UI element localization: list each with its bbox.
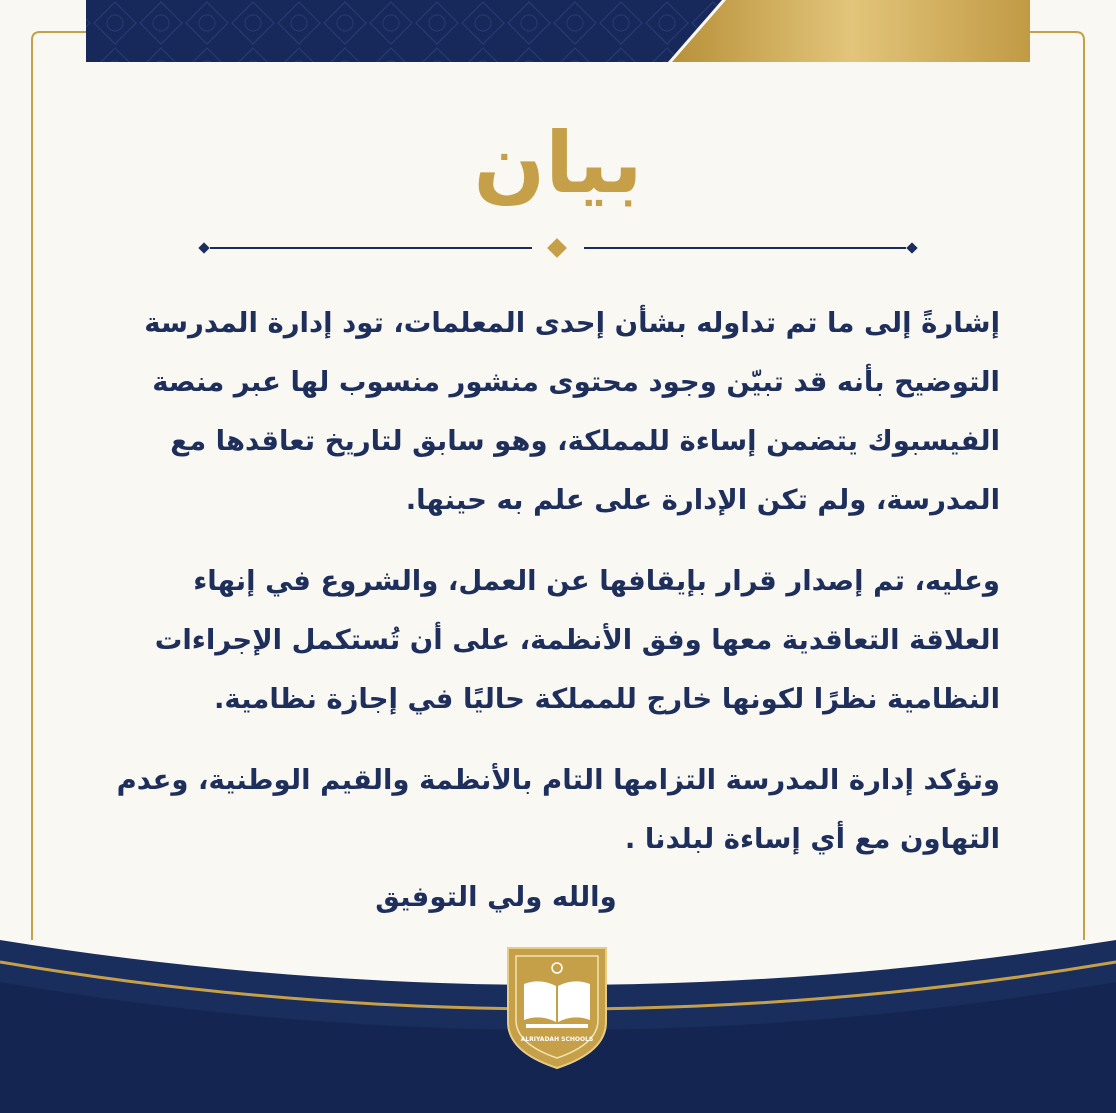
paragraph-3: وتؤكد إدارة المدرسة التزامها التام بالأنظمة والقيم الوطنية، وعدم التهاون مع أي إساءة لبلدنا . [116,764,1000,855]
title-divider [196,236,920,260]
statement-body [110,294,1000,891]
school-logo [504,944,610,1072]
paragraph-2: وعليه، تم إصدار قرار بإيقافها عن العمل، والشروع في إنهاء العلاقة التعاقدية معها وفق الأنظمة، على أن تُستكمل الإجراءات النظامية نظرًا لكونها خارج للمملكة حاليًا في إجازة نظامية. [154,565,1000,715]
paragraph-1: إشارةً إلى ما تم تداوله بشأن إحدى المعلمات، تود إدارة المدرسة التوضيح بأنه قد تبيّن وجود محتوى منشور منسوب لها عبر منصة الفيسبوك يتضمن إساءة للمملكة، وهو سابق لتاريخ تعاقدها مع المدرسة، ولم تكن الإدارة على علم به حينها. [144,307,1000,516]
closing-line: والله ولي التوفيق [375,881,617,913]
logo-text: ALRIYADAH SCHOOLS [520,1036,594,1043]
top-banner [0,0,1116,62]
document-title: بيان [473,114,643,212]
